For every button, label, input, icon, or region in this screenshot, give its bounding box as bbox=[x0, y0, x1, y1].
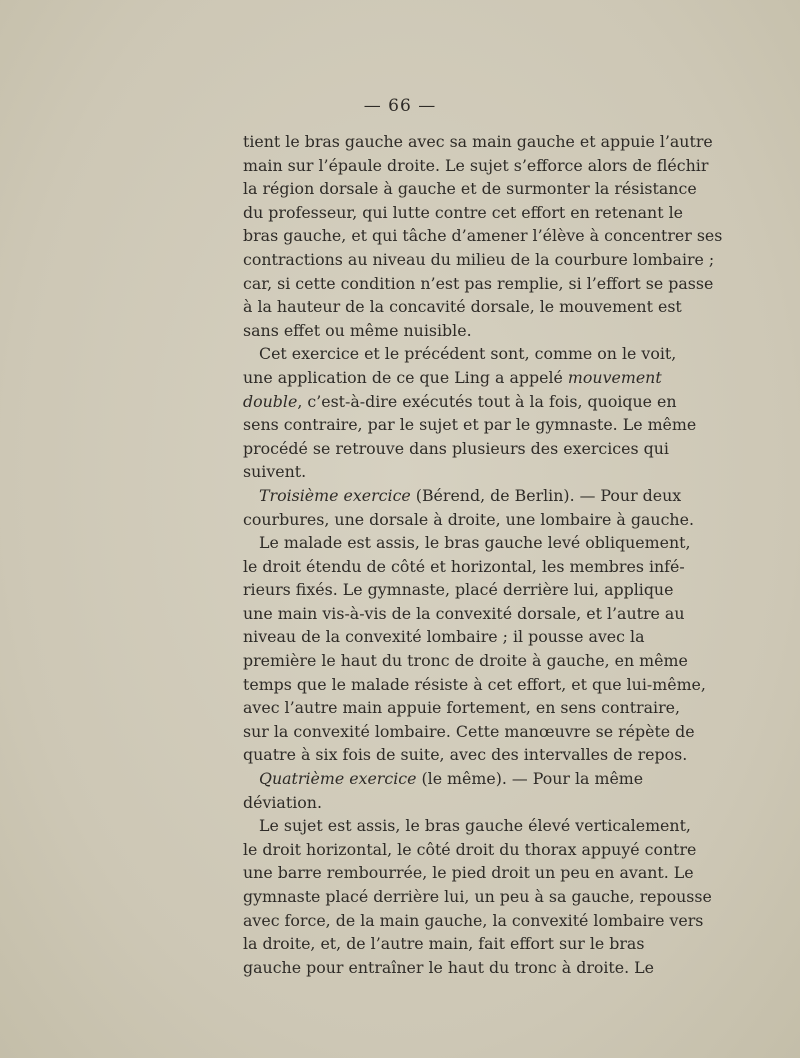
text-line: Le sujet est assis, le bras gauche élevé verticalement, bbox=[259, 816, 691, 836]
text-line: gauche pour entraîner le haut du tronc à droite. Le bbox=[243, 957, 655, 977]
text-line: main sur l’épaule droite. Le sujet s’efforce alors de fléchir bbox=[243, 155, 709, 175]
text-line: Quatrième exercice (le même). — Pour la même bbox=[259, 769, 644, 789]
text-line: contractions au niveau du milieu de la courbure lombaire ; bbox=[243, 249, 715, 269]
text-line: sens contraire, par le sujet et par le gymnaste. Le même bbox=[243, 415, 697, 435]
text-line: avec l’autre main appuie fortement, en sens contraire, bbox=[243, 698, 680, 718]
text-line: première le haut du tronc de droite à gauche, en même bbox=[243, 651, 688, 671]
text-line: à la hauteur de la concavité dorsale, le mouvement est bbox=[243, 297, 682, 317]
text-line: la région dorsale à gauche et de surmonter la résistance bbox=[243, 179, 697, 199]
text-line: le droit étendu de côté et horizontal, les membres infé- bbox=[243, 556, 685, 576]
text-line: double, c’est-à-dire exécutés tout à la fois, quoique en bbox=[243, 391, 677, 411]
text-line: niveau de la convexité lombaire ; il pousse avec la bbox=[243, 627, 645, 647]
text-line: bras gauche, et qui tâche d’amener l’élève à concentrer ses bbox=[243, 226, 723, 246]
text-line: Le malade est assis, le bras gauche levé obliquement, bbox=[259, 533, 691, 553]
text-line: car, si cette condition n’est pas remplie, si l’effort se passe bbox=[243, 273, 714, 293]
text-line: quatre à six fois de suite, avec des intervalles de repos. bbox=[243, 745, 688, 765]
text-line: Troisième exercice (Bérend, de Berlin). — Pour deux bbox=[259, 485, 682, 505]
text-line: sur la convexité lombaire. Cette manœuvre se répète de bbox=[243, 721, 695, 741]
text-line: une application de ce que Ling a appelé mouvement bbox=[243, 367, 662, 387]
text-line: suivent. bbox=[243, 462, 307, 482]
text-line: une main vis-à-vis de la convexité dorsale, et l’autre au bbox=[243, 603, 685, 623]
text-line: du professeur, qui lutte contre cet effort en retenant le bbox=[243, 202, 683, 222]
text-line: la droite, et, de l’autre main, fait effort sur le bras bbox=[243, 934, 645, 954]
text-line: gymnaste placé derrière lui, un peu à sa gauche, repousse bbox=[243, 887, 712, 906]
text-line: sans effet ou même nuisible. bbox=[243, 320, 472, 340]
text-line: rieurs fixés. Le gymnaste, placé derrière lui, applique bbox=[243, 580, 674, 600]
text-line: courbures, une dorsale à droite, une lombaire à gauche. bbox=[243, 509, 694, 529]
text-line: une barre rembourrée, le pied droit un peu en avant. Le bbox=[243, 863, 694, 883]
text-line: temps que le malade résiste à cet effort, et que lui-même, bbox=[243, 674, 706, 694]
page-number: — 66 — bbox=[363, 96, 437, 116]
text-line: le droit horizontal, le côté droit du thorax appuyé contre bbox=[243, 839, 697, 859]
text-line: déviation. bbox=[243, 792, 322, 812]
text-line: avec force, de la main gauche, la convexité lombaire vers bbox=[243, 910, 704, 930]
body-text bbox=[243, 130, 723, 979]
text-line: procédé se retrouve dans plusieurs des exercices qui bbox=[243, 438, 669, 458]
text-line: tient le bras gauche avec sa main gauche et appuie l’autre bbox=[243, 132, 713, 151]
text-line: Cet exercice et le précédent sont, comme on le voit, bbox=[259, 344, 677, 364]
